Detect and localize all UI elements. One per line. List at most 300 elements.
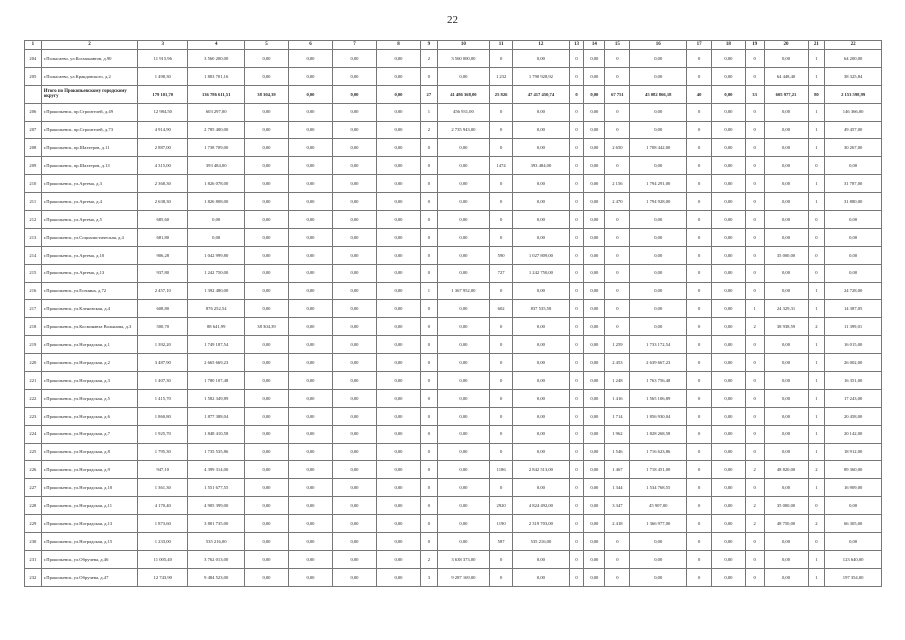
column-number: 10 [437,41,489,50]
table-cell: 0 [745,228,764,246]
table-cell: 0,00 [376,336,420,354]
table-cell: 0,00 [332,425,376,443]
table-cell: 1 803 701,16 [188,67,245,85]
table-cell: 4 914,90 [138,121,188,139]
table-cell: 0 [420,497,437,515]
table-cell: 0 [420,533,437,551]
table-cell: 1 877 388,04 [188,407,245,425]
table-cell: 0,00 [332,497,376,515]
table-cell: 0,00 [288,515,332,533]
table-cell: 0,00 [288,282,332,300]
table-cell: 0,00 [764,211,808,229]
table-cell: 0,00 [825,157,882,175]
table-cell: 0,00 [630,121,687,139]
table-cell: 1 708 442,00 [630,139,687,157]
table-cell: 0 [745,550,764,568]
table-cell: 0,00 [764,282,808,300]
table-cell: 0,00 [288,246,332,264]
table-cell: 1474 [490,157,513,175]
table-cell: 0,00 [244,443,288,461]
table-cell: 0,00 [188,211,245,229]
table-cell: 16 909,00 [825,479,882,497]
table-cell: 0,00 [437,157,489,175]
table-cell: 3 347 [605,497,630,515]
table-cell: 0,00 [288,550,332,568]
column-number: 17 [687,41,712,50]
table-cell: 1 925,70 [138,425,188,443]
address-cell: г.Прокопьевск, ул.Артема, д.3 [41,175,137,193]
table-cell: 0 [569,157,584,175]
table-cell: 0 [687,461,712,479]
table-cell: 0,00 [376,193,420,211]
table-cell: 1 794 291,00 [630,175,687,193]
table-cell: 0,00 [584,193,605,211]
table-cell: 224 [25,425,42,443]
table-cell: 30 267,00 [825,139,882,157]
table-cell: 2920 [490,497,513,515]
table-cell: 0 [420,389,437,407]
table-cell: 0,00 [712,515,746,533]
table-cell: 0,00 [376,85,420,103]
table-cell: 2 457,10 [138,282,188,300]
table-cell: 35 000,00 [764,497,808,515]
table-cell: 0,00 [584,479,605,497]
table-cell: 0,00 [332,85,376,103]
table-cell: 0,00 [712,121,746,139]
table-cell: 4 170,40 [138,497,188,515]
table-cell: 0,00 [244,50,288,68]
table-cell: 0,00 [244,568,288,586]
table-cell: 0,00 [584,550,605,568]
table-cell: 0 [490,193,513,211]
table-cell: 0 [745,50,764,68]
table-cell: 1 790 928,92 [513,67,570,85]
table-cell: 0,00 [584,121,605,139]
table-cell: 214 [25,246,42,264]
table-cell: 16 015,00 [825,336,882,354]
table-cell: 0,00 [244,246,288,264]
table-cell: 947,10 [138,461,188,479]
table-cell: 205 [25,67,42,85]
table-row [25,282,882,300]
table-cell: 0 [605,121,630,139]
table-cell: 0 [420,354,437,372]
table-cell: 48 750,00 [764,515,808,533]
repair-program-table [24,40,882,587]
table-cell: 1186 [490,461,513,479]
table-cell: 0,00 [288,533,332,551]
table-cell: 0,00 [630,533,687,551]
table-cell: 0,00 [712,497,746,515]
column-number: 12 [513,41,570,50]
table-cell: 0 [569,336,584,354]
table-cell: 3 762 013,00 [188,550,245,568]
table-cell: 0,00 [712,354,746,372]
table-cell: 0,00 [288,336,332,354]
table-cell: 605 977,21 [764,85,808,103]
table-cell: 0,00 [288,318,332,336]
table-cell: 0,00 [630,67,687,85]
table-cell: 0,00 [376,443,420,461]
table-cell: 0,00 [437,228,489,246]
table-cell: 0,00 [584,246,605,264]
table-cell: 0,00 [437,175,489,193]
table-cell: 49 457,00 [825,121,882,139]
table-cell: 0,00 [764,336,808,354]
table-cell: 146 366,00 [825,103,882,121]
table-cell: 1 962 [605,425,630,443]
table-cell: 0,00 [437,211,489,229]
table-cell: 0 [605,264,630,282]
table-cell: 0,00 [630,264,687,282]
table-row [25,389,882,407]
table-cell: 2 638,30 [138,193,188,211]
address-cell: г.Прокопьевск, ул.Ноградская, д.9 [41,461,137,479]
table-cell: 0,00 [712,157,746,175]
table-cell: 0,00 [712,568,746,586]
table-cell: 1 415,70 [138,389,188,407]
table-cell: 2 [420,550,437,568]
table-cell: 0,00 [825,246,882,264]
table-cell: 0 [569,550,584,568]
table-cell: 0 [745,282,764,300]
table-cell: 88 641,99 [188,318,245,336]
table-cell: 0,00 [437,443,489,461]
table-cell: 0,00 [288,103,332,121]
table-row [25,103,882,121]
table-cell: 1 551 677,55 [188,479,245,497]
table-cell: 38 304,39 [244,85,288,103]
table-cell: 0 [745,568,764,586]
table-cell: 17 243,00 [825,389,882,407]
table-cell: 0,00 [376,318,420,336]
table-cell: 0,00 [244,121,288,139]
table-cell: 0 [687,318,712,336]
table-cell: 0 [745,354,764,372]
table-cell: 0 [490,318,513,336]
table-cell: 0 [745,121,764,139]
table-cell: 2 [808,318,825,336]
table-cell: 0,00 [584,175,605,193]
table-cell: 0 [745,193,764,211]
table-cell: 1 259 [605,336,630,354]
table-cell: 1 873,60 [138,515,188,533]
table-cell: 0,00 [630,318,687,336]
table-cell: 0,00 [288,193,332,211]
table-cell: 0 [808,211,825,229]
table-cell: 0,00 [437,515,489,533]
table-cell: 0 [569,50,584,68]
table-cell: 0,00 [332,318,376,336]
table-cell: 0,00 [244,533,288,551]
table-cell: 0,00 [244,211,288,229]
table-cell: 0 [569,443,584,461]
table-cell: 0 [490,407,513,425]
table-cell: 41 486 368,00 [437,85,489,103]
table-cell: 0,00 [244,497,288,515]
table-cell: 0,00 [376,425,420,443]
table-cell: 0,00 [513,228,570,246]
table-cell: 0,00 [764,228,808,246]
table-cell: 0 [687,211,712,229]
table-cell: 0,00 [513,193,570,211]
table-cell: 0 [687,157,712,175]
table-cell: 1 763 756,48 [630,372,687,390]
table-cell: 0,00 [332,264,376,282]
table-cell: 1 367 952,00 [437,282,489,300]
table-row [25,139,882,157]
table-cell: 0 [745,103,764,121]
table-cell: 0,00 [332,103,376,121]
table-cell: 179 101,70 [138,85,188,103]
table-cell: 0,00 [513,50,570,68]
table-cell: 0,00 [630,211,687,229]
table-cell: 0,00 [288,228,332,246]
table-cell: 0,00 [244,425,288,443]
table-cell: 0,00 [584,264,605,282]
table-cell: 603 297,00 [188,103,245,121]
table-cell: 123 640,00 [825,550,882,568]
table-cell: 0,00 [513,175,570,193]
table-cell: 0,00 [244,264,288,282]
table-cell: 1 467 [605,461,630,479]
table-cell: 1 498,30 [138,67,188,85]
table-cell: 0,00 [376,175,420,193]
table-cell: 0,00 [288,264,332,282]
table-cell: 0,00 [712,282,746,300]
table-cell: 1 232 [490,67,513,85]
table-cell: 2 368,30 [138,175,188,193]
table-cell: 0,00 [712,211,746,229]
table-cell: 0 [490,211,513,229]
table-cell: 0,00 [712,175,746,193]
address-cell: г.Прокопьевск, ул.Ноградская, д.15 [41,533,137,551]
table-cell: 0,00 [584,139,605,157]
table-cell: 0,00 [825,264,882,282]
table-cell: 0 [605,67,630,85]
table-cell: 393 484,00 [188,157,245,175]
table-cell: 232 [25,568,42,586]
table-cell: 0,00 [764,139,808,157]
table-cell: 25 826 [490,85,513,103]
table-cell: 2 470 [605,193,630,211]
table-row [25,461,882,479]
table-cell: 0 [569,461,584,479]
table-cell: 0 [687,67,712,85]
table-cell: 0,00 [584,515,605,533]
table-cell: 0,00 [584,533,605,551]
table-cell: 0,00 [437,389,489,407]
address-cell: г.Прокопьевск, ул.Кленовская, д.4 [41,300,137,318]
table-cell: 0,00 [437,246,489,264]
table-cell: 1 027 809,00 [513,246,570,264]
table-cell: 0,00 [513,282,570,300]
table-cell: 1 361,30 [138,479,188,497]
column-number-row [25,41,882,50]
table-cell: 0,00 [376,139,420,157]
table-cell: 0,00 [332,246,376,264]
table-cell: 0 [687,121,712,139]
table-cell: 0 [687,568,712,586]
table-cell: 0 [420,300,437,318]
table-cell: 0,00 [332,515,376,533]
address-cell: г.Полысаево, ул.Крандовского, д.2 [41,67,137,85]
table-cell: 0 [687,139,712,157]
table-cell: 1 718 451,00 [630,461,687,479]
table-cell: 0 [420,139,437,157]
table-cell: 0,00 [376,461,420,479]
table-cell: 1 795,30 [138,443,188,461]
table-cell: 216 [25,282,42,300]
table-cell: 11 399,01 [825,318,882,336]
table-cell: 0,00 [712,425,746,443]
table-cell: 0,00 [437,193,489,211]
address-cell: Итого по Прокопьевскому городскому округу [41,85,137,103]
table-cell: 0 [605,211,630,229]
table-cell: 1 366 977,00 [630,515,687,533]
table-cell: 0,00 [584,282,605,300]
table-cell: 0 [687,103,712,121]
table-cell: 1 [808,139,825,157]
table-cell: 1 [808,407,825,425]
table-cell: 0,00 [376,479,420,497]
table-cell: 0,00 [712,443,746,461]
table-cell: 0 [490,372,513,390]
table-cell: 0 [490,389,513,407]
table-cell: 136 786 611,51 [188,85,245,103]
table-cell: 1 242 750,00 [188,264,245,282]
table-cell: 1 392 480,00 [188,282,245,300]
table-cell: 0,00 [288,354,332,372]
table-cell: 0 [687,425,712,443]
address-cell: г.Прокопьевск, пр.Шахтеров, д.11 [41,139,137,157]
table-cell: 231 [25,550,42,568]
table-cell: 0 [569,372,584,390]
table-cell: 0,00 [630,300,687,318]
table-cell: 0 [687,407,712,425]
table-cell: 0,00 [244,515,288,533]
table-cell: 0,00 [244,479,288,497]
table-cell: 0 [569,85,584,103]
table-cell: 0,00 [712,246,746,264]
table-cell: 0,00 [513,318,570,336]
table-cell: 38 325,84 [825,67,882,85]
table-cell: 0 [490,443,513,461]
table-cell: 0,00 [584,211,605,229]
table-cell: 0,00 [244,67,288,85]
address-cell: г.Прокопьевск, ул.Ноградская, д.1 [41,336,137,354]
table-cell: 0 [687,479,712,497]
table-cell: 0 [490,550,513,568]
column-number: 19 [745,41,764,50]
table-cell: 0,00 [712,550,746,568]
table-cell: 0 [687,264,712,282]
table-cell: 31 880,00 [825,193,882,211]
table-cell: 0,00 [437,300,489,318]
table-cell: 80 [808,85,825,103]
table-cell: 0 [490,479,513,497]
table-cell: 0 [569,139,584,157]
table-cell: 0 [569,479,584,497]
table-cell: 26 002,00 [825,354,882,372]
table-cell: 0,00 [584,389,605,407]
table-cell: 2 [745,461,764,479]
address-cell: г.Прокопьевск, ул.Космонавта Волынова, д.3 [41,318,137,336]
table-cell: 0,00 [376,300,420,318]
table-cell: 0,00 [244,157,288,175]
table-cell: 685,60 [138,211,188,229]
table-cell: 0 [745,443,764,461]
table-cell: 1 716 623,86 [630,443,687,461]
table-cell: 45 907,00 [630,497,687,515]
table-cell: 1 242 750,00 [513,264,570,282]
table-cell: 0,00 [244,300,288,318]
column-number: 15 [605,41,630,50]
table-cell: 0,00 [764,264,808,282]
table-cell: 0 [745,425,764,443]
column-number: 5 [244,41,288,50]
address-cell: г.Прокопьевск, ул.Артема, д.4 [41,193,137,211]
table-cell: 0,00 [376,282,420,300]
table-cell: 1 [808,479,825,497]
table-cell: 1 565 106,89 [630,389,687,407]
table-cell: 197 354,00 [825,568,882,586]
table-cell: 0,00 [437,407,489,425]
table-cell: 9 287 169,00 [437,568,489,586]
table-cell: 0 [687,443,712,461]
table-cell: 0,00 [584,461,605,479]
table-cell: 0 [490,121,513,139]
table-cell: 0,00 [584,425,605,443]
table-cell: 0,00 [244,175,288,193]
table-cell: 1190 [490,515,513,533]
table-cell: 0 [490,336,513,354]
table-cell: 0,00 [288,372,332,390]
table-cell: 590 [490,246,513,264]
table-cell: 0,00 [764,425,808,443]
table-cell: 0,00 [712,264,746,282]
table-row [25,121,882,139]
table-cell: 0 [569,246,584,264]
table-cell: 393 484,00 [513,157,570,175]
table-cell: 0 [420,67,437,85]
table-cell: 0 [420,336,437,354]
column-number: 14 [584,41,605,50]
address-cell: г.Прокопьевск, ул.Есенина, д.72 [41,282,137,300]
table-cell: 0,00 [712,533,746,551]
table-cell: 0,00 [376,67,420,85]
table-row [25,300,882,318]
table-row [25,157,882,175]
column-number: 11 [490,41,513,50]
table-cell: 4 824 492,00 [513,497,570,515]
table-cell: 221 [25,372,42,390]
table-cell: 0 [569,389,584,407]
table-cell: 0 [569,121,584,139]
table-cell: 0,00 [764,354,808,372]
table-cell: 0 [569,193,584,211]
table-cell: 1 [808,50,825,68]
table-cell: 0,00 [630,228,687,246]
table-cell: 0,00 [513,443,570,461]
table-cell: 0,00 [764,479,808,497]
table-row [25,228,882,246]
table-cell: 0,00 [437,372,489,390]
column-number: 21 [808,41,825,50]
table-cell: 0,00 [376,497,420,515]
table-cell: 0,00 [764,443,808,461]
table-cell: 0 [745,139,764,157]
